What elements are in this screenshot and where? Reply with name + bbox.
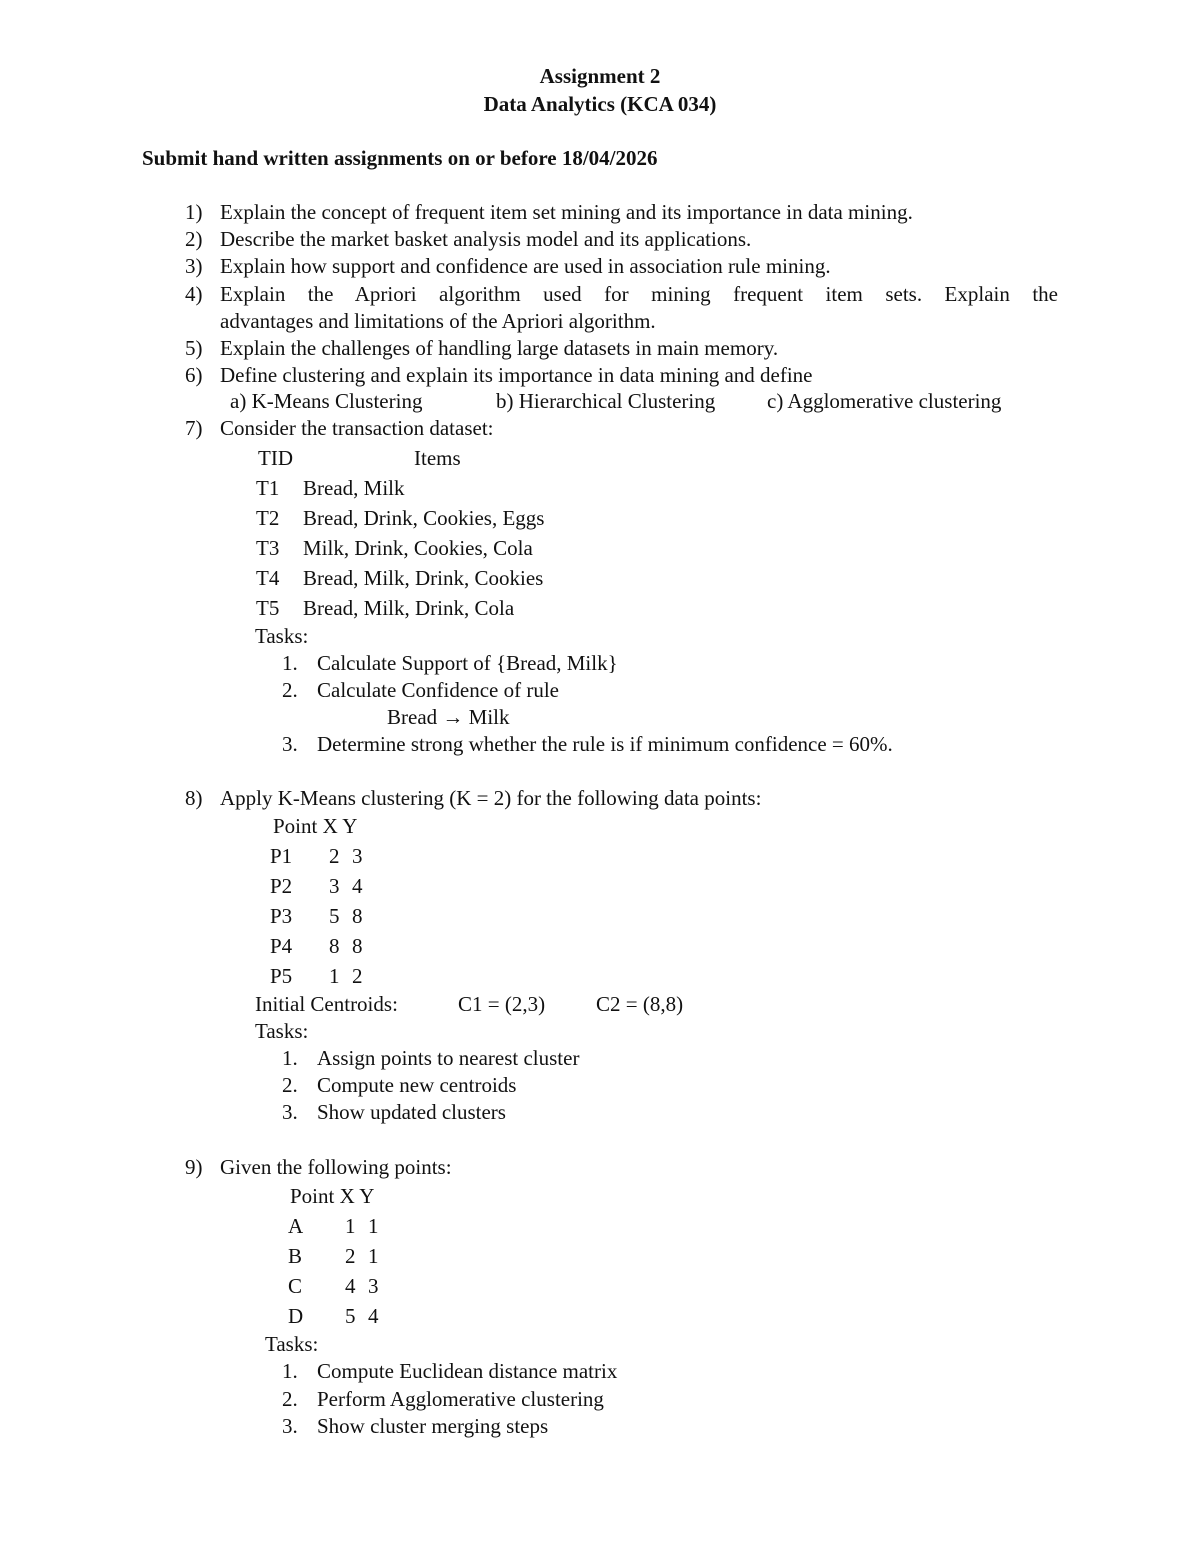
task-text: Calculate Confidence of rule <box>317 678 559 702</box>
question-number: 9) <box>185 1155 203 1179</box>
submission-note: Submit hand written assignments on or before 18/04/2026 <box>142 146 658 170</box>
table-cell-items: Bread, Milk <box>303 476 405 500</box>
task-number: 3. <box>282 1100 298 1124</box>
centroid-c1: C1 = (2,3) <box>458 992 546 1016</box>
point-y: 8 <box>352 934 363 958</box>
question-text: Explain the challenges of handling large datasets in main memory. <box>220 336 779 360</box>
table-cell-items: Bread, Drink, Cookies, Eggs <box>303 506 545 530</box>
question-text: Consider the transaction dataset: <box>220 416 494 440</box>
point-label: C <box>288 1274 303 1298</box>
table-header-tid: TID <box>258 446 293 470</box>
tasks-label: Tasks: <box>255 624 309 648</box>
task-number: 3. <box>282 1414 298 1438</box>
question-number: 7) <box>185 416 203 440</box>
point-label: P3 <box>270 904 293 928</box>
point-x: 1 <box>329 964 340 988</box>
task-text: Show cluster merging steps <box>317 1414 549 1438</box>
clustering-option-c: c) Agglomerative clustering <box>767 389 1002 413</box>
clustering-option-b: b) Hierarchical Clustering <box>496 389 716 413</box>
point-y: 4 <box>352 874 363 898</box>
point-x: 1 <box>345 1214 356 1238</box>
task-number: 2. <box>282 1387 298 1411</box>
page-title: Assignment 2 <box>539 64 661 88</box>
point-y: 1 <box>368 1244 379 1268</box>
tasks-label: Tasks: <box>265 1332 319 1356</box>
table-cell-items: Bread, Milk, Drink, Cookies <box>303 566 544 590</box>
question-text-continued: advantages and limitations of the Apriori algorithm. <box>220 309 656 333</box>
association-rule: Bread → Milk <box>387 705 510 729</box>
point-y: 8 <box>352 904 363 928</box>
table-header-items: Items <box>414 446 461 470</box>
point-y: 3 <box>352 844 363 868</box>
table-cell-tid: T5 <box>256 596 280 620</box>
question-number: 4) <box>185 282 203 306</box>
point-label: A <box>288 1214 304 1238</box>
question-text: Apply K-Means clustering (K = 2) for the following data points: <box>220 786 762 810</box>
question-text: Explain the concept of frequent item set mining and its importance in data mining. <box>220 200 913 224</box>
task-number: 2. <box>282 678 298 702</box>
point-x: 5 <box>345 1304 356 1328</box>
point-x: 8 <box>329 934 340 958</box>
table-cell-tid: T2 <box>256 506 280 530</box>
point-label: P4 <box>270 934 293 958</box>
point-label: P5 <box>270 964 293 988</box>
clustering-option-a: a) K-Means Clustering <box>230 389 423 413</box>
task-text: Determine strong whether the rule is if minimum confidence = 60%. <box>317 732 893 756</box>
task-text: Compute new centroids <box>317 1073 517 1097</box>
question-text: Explain how support and confidence are used in association rule mining. <box>220 254 831 278</box>
task-text: Perform Agglomerative clustering <box>317 1387 604 1411</box>
tasks-label: Tasks: <box>255 1019 309 1043</box>
task-text: Assign points to nearest cluster <box>317 1046 580 1070</box>
task-number: 2. <box>282 1073 298 1097</box>
point-y: 2 <box>352 964 363 988</box>
task-number: 1. <box>282 1046 298 1070</box>
task-number: 1. <box>282 651 298 675</box>
point-x: 4 <box>345 1274 356 1298</box>
task-number: 3. <box>282 732 298 756</box>
course-subtitle: Data Analytics (KCA 034) <box>483 92 717 116</box>
point-y: 3 <box>368 1274 379 1298</box>
question-number: 5) <box>185 336 203 360</box>
question-text: Define clustering and explain its importance in data mining and define <box>220 363 813 387</box>
question-number: 2) <box>185 227 203 251</box>
point-label: B <box>288 1244 303 1268</box>
question-number: 3) <box>185 254 203 278</box>
centroid-c2: C2 = (8,8) <box>596 992 684 1016</box>
task-text: Compute Euclidean distance matrix <box>317 1359 618 1383</box>
point-y: 4 <box>368 1304 379 1328</box>
point-y: 1 <box>368 1214 379 1238</box>
table-cell-tid: T1 <box>256 476 280 500</box>
point-x: 5 <box>329 904 340 928</box>
question-text: Explain the Apriori algorithm used for mining frequent item sets. Explain the <box>220 282 1058 306</box>
question-number: 8) <box>185 786 203 810</box>
task-text: Show updated clusters <box>317 1100 506 1124</box>
point-label: P2 <box>270 874 293 898</box>
task-number: 1. <box>282 1359 298 1383</box>
table-header: Point X Y <box>273 814 358 838</box>
point-x: 3 <box>329 874 340 898</box>
question-number: 1) <box>185 200 203 224</box>
point-x: 2 <box>329 844 340 868</box>
table-cell-tid: T3 <box>256 536 280 560</box>
question-text: Describe the market basket analysis model and its applications. <box>220 227 752 251</box>
centroids-label: Initial Centroids: <box>255 992 398 1016</box>
table-cell-items: Bread, Milk, Drink, Cola <box>303 596 515 620</box>
task-text: Calculate Support of {Bread, Milk} <box>317 651 618 675</box>
point-label: P1 <box>270 844 293 868</box>
point-label: D <box>288 1304 304 1328</box>
point-x: 2 <box>345 1244 356 1268</box>
question-text: Given the following points: <box>220 1155 452 1179</box>
question-number: 6) <box>185 363 203 387</box>
table-cell-tid: T4 <box>256 566 280 590</box>
table-header: Point X Y <box>290 1184 375 1208</box>
table-cell-items: Milk, Drink, Cookies, Cola <box>303 536 533 560</box>
